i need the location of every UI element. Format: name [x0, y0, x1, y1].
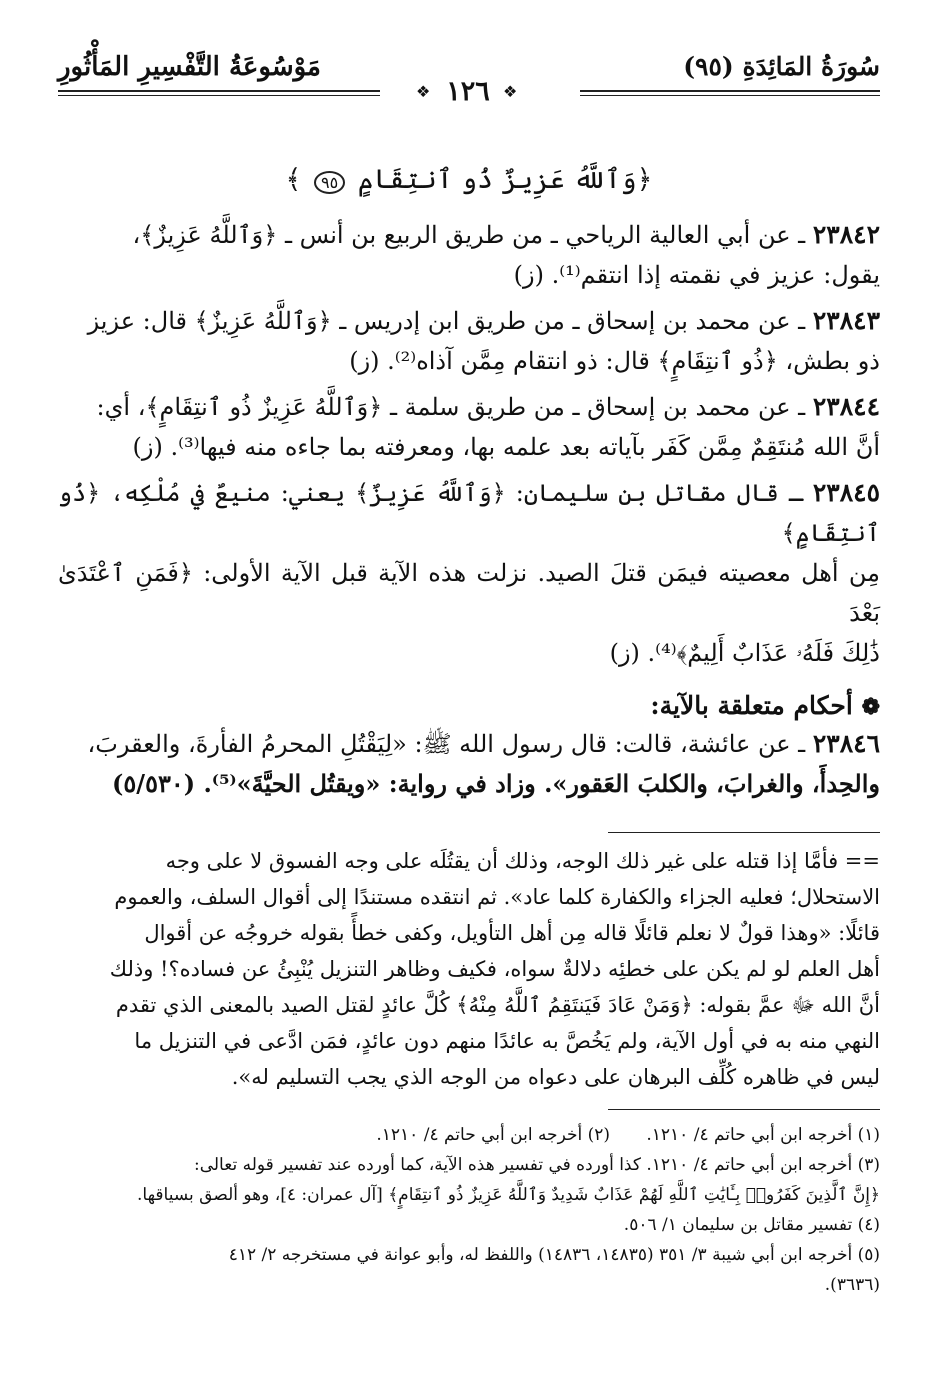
entry-line: ـ قال مقاتل بن سليمان: ﴿وَٱللَّهُ عَزِيزٌ﴾ يعني: منيعٌ في مُلْكِه، ﴿ذُو ٱنتِقَامٍ﴾	[58, 479, 880, 547]
note-line: أهل العلم لو لم يكن على خطئِه دلالةٌ سواه، فكيف وظاهر التنزيل يُنْبِئُ عن فساده؟! وذلك	[109, 957, 880, 981]
note-line: الاستحلال؛ فعليه الجزاء والكفارة كلما عاد». ثم انتقده مستندًا إلى أقوال السلف، والعموم	[114, 885, 880, 909]
header-rule-left	[58, 90, 380, 92]
entry-line: ذو بطش، ﴿ذُو ٱنتِقَامٍ﴾ قال: ذو انتقام مِمَّن آذاه⁽²⁾. (ز)	[349, 347, 880, 375]
header-book-title: مَوْسُوعَةُ التَّفْسِيرِ المَأْثُورِ	[58, 52, 321, 82]
entry-number: ٢٣٨٤٤	[812, 392, 880, 421]
footnote-row	[58, 1120, 880, 1150]
running-header	[58, 40, 880, 108]
section-heading-text: أحكام متعلقة بالآية:	[650, 691, 853, 720]
entry-number: ٢٣٨٤٢	[812, 220, 880, 249]
note-line: قائلًا: «وهذا قولٌ لا نعلم قائلًا قاله مِن أهل التأويل، وكفى خطأً بقوله خروجُه عن أقوال	[144, 921, 880, 945]
footnote-5: (٥) أخرجه ابن أبي شيبة ٣/ ٣٥١ (١٤٨٣٥، ١٤٨٣٦) واللفظ له، وأبو عوانة في مستخرجه ٢/ ٤١٢	[228, 1245, 880, 1265]
verse-close-bracket: ﴾	[285, 164, 302, 195]
entry-line: ـ عن عائشة، قالت: قال رسول الله ﷺ: «لِيَقْتُلِ المحرمُ الفأرةَ، والعقربَ،	[87, 730, 806, 758]
section-heading	[58, 691, 880, 720]
note-line: أنَّ الله ﷻ عمَّ بقوله: ﴿وَمَنْ عَادَ فَيَنتَقِمُ ٱللَّهُ مِنْهُ﴾ كُلَّ عائدٍ لقتل الصيد بالمعنى الذي تقدم	[115, 993, 880, 1017]
flower-icon: ❁	[861, 694, 880, 720]
footnote-5-cont: (٣٦٣٦).	[824, 1275, 880, 1295]
entry-number: ٢٣٨٤٦	[812, 729, 880, 758]
entry-23842	[58, 215, 880, 295]
entry-line: والحِدأَ، والغرابَ، والكلبَ العَقور». وزاد في رواية: «ويقتُل الحيَّةَ»⁽⁵⁾. (٥/٥٣٠)	[112, 769, 880, 798]
entry-number: ٢٣٨٤٣	[812, 306, 880, 335]
entry-line: يقول: عزيز في نقمته إذا انتقم⁽¹⁾. (ز)	[513, 261, 880, 289]
entry-line: ـ عن محمد بن إسحاق ـ من طريق سلمة ـ ﴿وَٱللَّهُ عَزِيزٌ ذُو ٱنتِقَامٍ﴾، أي:	[96, 393, 806, 421]
entry-line: ـ عن أبي العالية الرياحي ـ من طريق الربيع بن أنس ـ ﴿وَٱللَّهُ عَزِيزٌ﴾،	[132, 221, 806, 249]
footnotes	[58, 1120, 880, 1300]
note-line: ليس في ظاهره كُلِّف البرهان على دعواه من الوجه الذي يجب التسليم له».	[231, 1065, 880, 1089]
ayah-number-badge: ٩٥	[314, 171, 345, 194]
entry-line: أنَّ الله مُنتَقِمٌ مِمَّن كَفَر بآياته بعد علمه بها، ومعرفته بما جاءه منه فيها⁽³⁾. (ز)	[132, 433, 880, 461]
note-separator	[608, 832, 880, 833]
continued-note	[58, 843, 880, 1095]
entry-line: ـ عن محمد بن إسحاق ـ من طريق ابن إدريس ـ ﴿وَٱللَّهُ عَزِيزٌ﴾ قال: عزيز	[87, 307, 806, 335]
ornament-icon: ❖	[503, 82, 518, 101]
entry-23845	[58, 473, 880, 673]
page	[58, 40, 880, 1300]
header-rule-right-thin	[580, 95, 880, 96]
verse-heading	[58, 164, 880, 195]
entry-23844	[58, 387, 880, 467]
entry-23843	[58, 301, 880, 381]
verse-text: ﴿وَٱللَّهُ عَزِيزٌ ذُو ٱنتِقَامٍ	[357, 164, 653, 195]
footnote-2: (٢) أخرجه ابن أبي حاتم ٤/ ١٢١٠.	[376, 1125, 610, 1145]
header-rule-right	[580, 90, 880, 92]
entry-line: ذَٰلِكَ فَلَهُۥ عَذَابٌ أَلِيمٌ﴾⁽⁴⁾. (ز)	[609, 639, 880, 667]
footnote-4: (٤) تفسير مقاتل بن سليمان ١/ ٥٠٦.	[623, 1215, 880, 1235]
header-rule-left-thin	[58, 95, 380, 96]
footnote-3-cont: ﴿إِنَّ ٱلَّذِينَ كَفَرُوا۟ بِـَٔايَٰتِ ٱللَّهِ لَهُمْ عَذَابٌ شَدِيدٌ وَٱللَّهُ عَزِيزٌ ذُو ٱنتِقَامٍ﴾ [آل عمران: ٤]، وهو ألصق بسياقها.	[137, 1185, 880, 1205]
header-surah-title: سُورَةُ المَائِدَةِ (٩٥)	[683, 52, 880, 81]
note-line: النهي منه به في أول الآية، ولم يَخُصَّ به عائدًا منهم دون عائدٍ، فمَن ادَّعى في التنزيل ما	[134, 1029, 880, 1053]
note-line: == فأمَّا إذا قتله على غير ذلك الوجه، وذلك أن يقتُلَه على وجه الفسوق لا على وجه	[165, 849, 880, 873]
page-number: ١٢٦	[446, 76, 490, 107]
footnote-1: (١) أخرجه ابن أبي حاتم ٤/ ١٢١٠.	[646, 1125, 880, 1145]
entry-line: مِن أهل معصيته فيمَن قتلَ الصيد. نزلت هذه الآية قبل الآية الأولى: ﴿فَمَنِ ٱعْتَدَىٰ بَعْدَ	[58, 559, 880, 627]
ornament-icon: ❖	[416, 82, 431, 101]
entry-number: ٢٣٨٤٥	[812, 478, 880, 507]
footnote-3: (٣) أخرجه ابن أبي حاتم ٤/ ١٢١٠. كذا أورده في تفسير هذه الآية، كما أورده عند تفسير قوله تعالى:	[193, 1155, 880, 1175]
footnote-separator	[608, 1109, 880, 1110]
entry-23846	[58, 724, 880, 804]
